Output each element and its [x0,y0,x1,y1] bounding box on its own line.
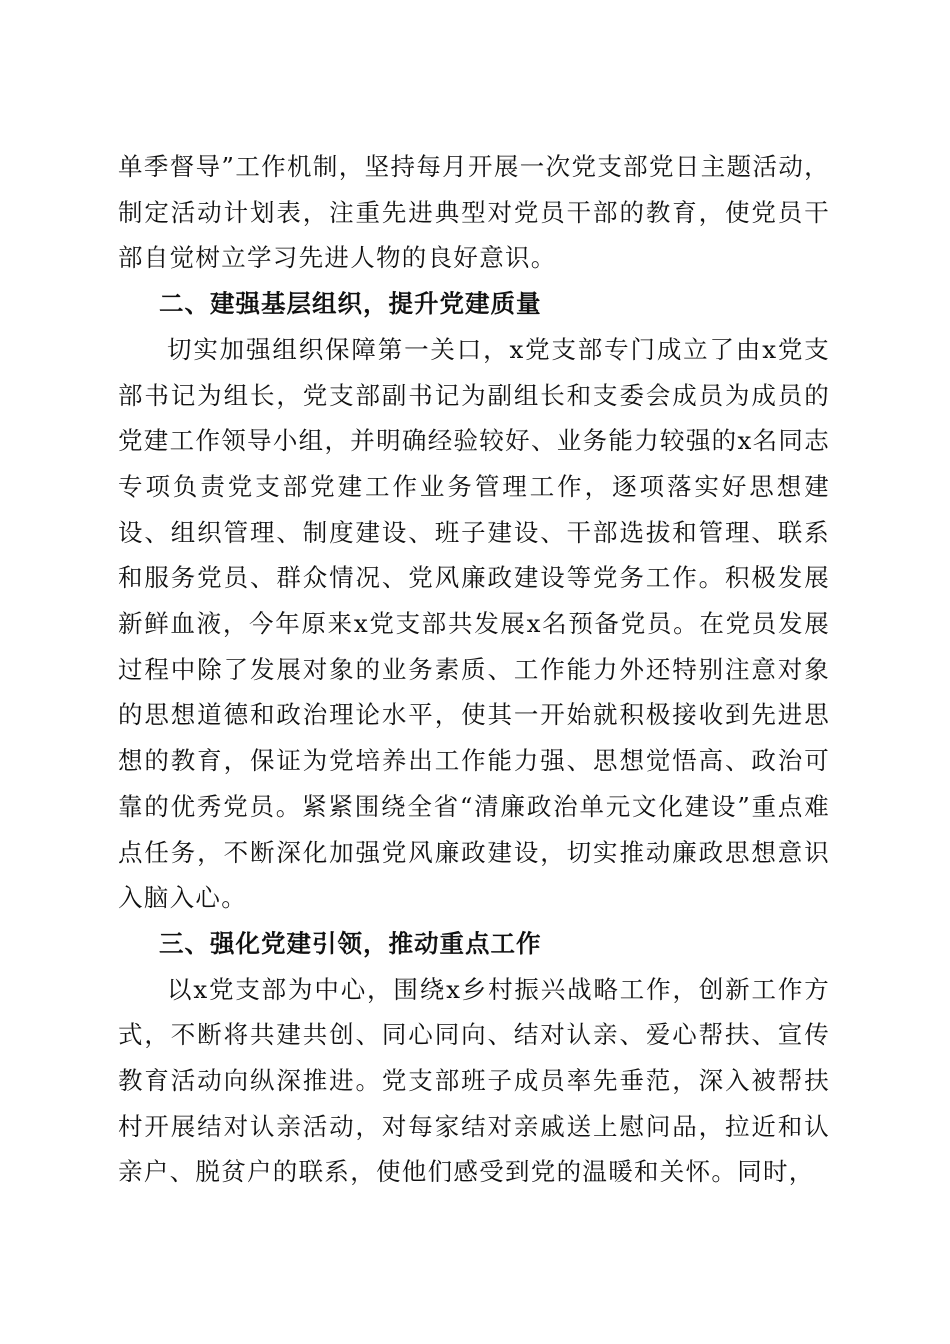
document-body [118,144,830,1195]
paragraph-key-work: 以x党支部为中心，围绕x乡村振兴战略工作，创新工作方式，不断将共建共创、同心同向、结对认亲、爱心帮扶、宣传教育活动向纵深推进。党支部班子成员率先垂范，深入被帮扶村开展结对认亲活动，对每家结对亲戚送上慰问品，拉近和认亲户、脱贫户的联系，使他们感受到党的温暖和关怀。同时， [118,974,830,1187]
paragraph-continuation: 单季督导”工作机制，坚持每月开展一次党支部党日主题活动，制定活动计划表，注重先进典型对党员干部的教育，使党员干部自觉树立学习先进人物的良好意识。 [118,152,830,273]
section-heading-3: 三、强化党建引领，推动重点工作 [159,928,542,958]
paragraph-organization: 切实加强组织保障第一关口，x党支部专门成立了由x党支部书记为组长，党支部副书记为副组长和支委会成员为成员的党建工作领导小组，并明确经验较好、业务能力较强的x名同志专项负责党支部党建工作业务管理工作，逐项落实好思想建设、组织管理、制度建设、班子建设、干部选拔和管理、联系和服务党员、群众情况、党风廉政建设等党务工作。积极发展新鲜血液，今年原来x党支部共发展x名预备党员。在党员发展过程中除了发展对象的业务素质、工作能力外还特别注意对象的思想道德和政治理论水平，使其一开始就积极接收到先进思想的教育，保证为党培养出工作能力强、思想觉悟高、政治可靠的优秀党员。紧紧围绕全省“清廉政治单元文化建设”重点难点任务，不断深化加强党风廉政建设，切实推动廉政思想意识入脑入心。 [118,334,830,913]
section-heading-2: 二、建强基层组织，提升党建质量 [159,289,542,319]
